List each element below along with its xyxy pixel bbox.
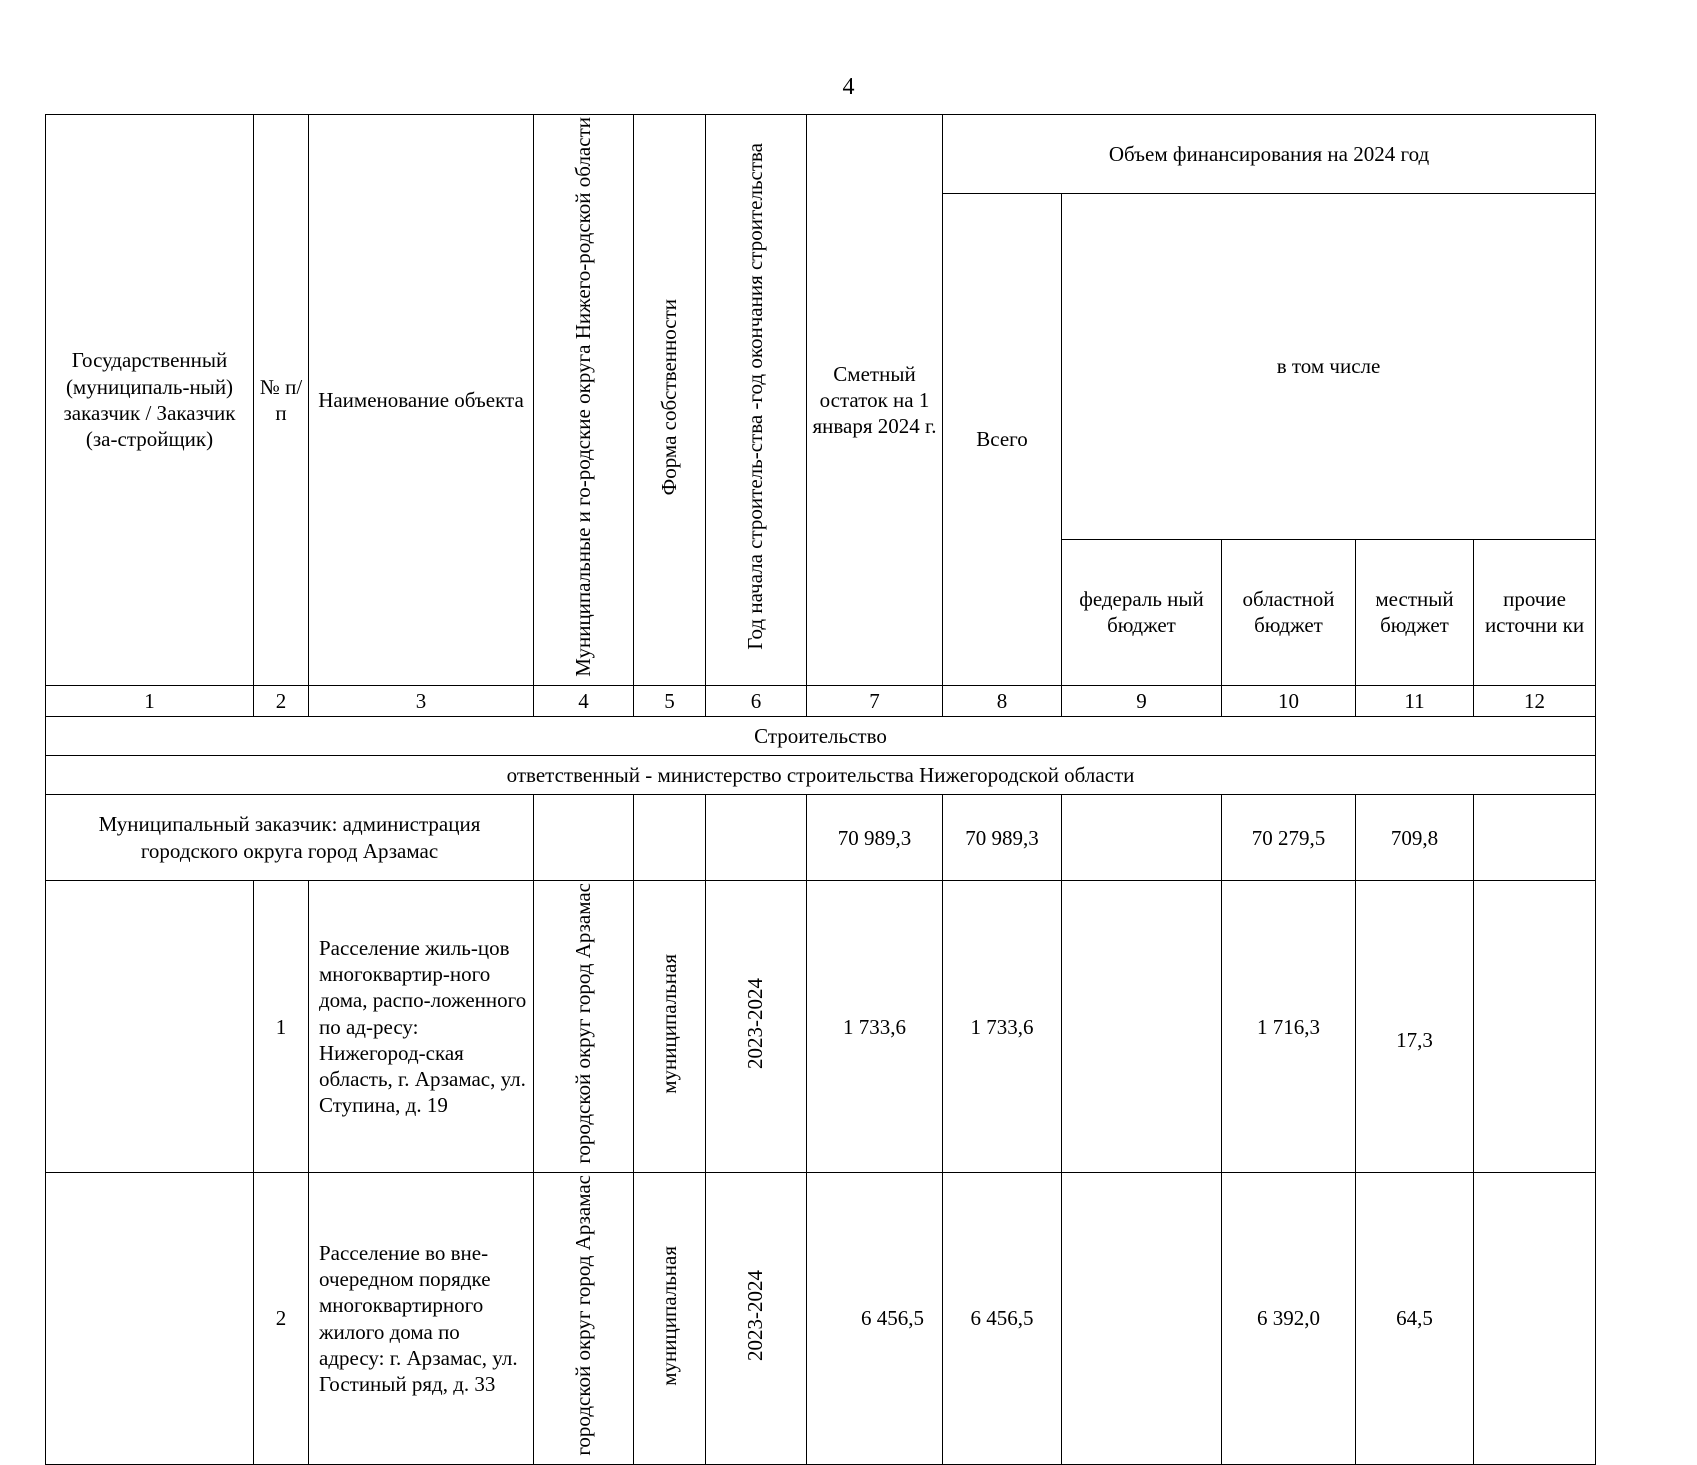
row-municipality-cell xyxy=(534,881,634,1173)
column-number: 10 xyxy=(1222,685,1356,716)
header-num: № п/п xyxy=(254,115,309,686)
table-row xyxy=(46,881,1596,1173)
column-number: 1 xyxy=(46,685,254,716)
row-object: Расселение жиль-цов многоквартир-ного дома, распо-ложенного по ад-ресу: Нижегород-ская область, г. Арзамас, ул. Ступина, д. 19 xyxy=(309,881,534,1173)
row-ownership-cell xyxy=(634,1173,706,1465)
row-municipality: городской округ город Арзамас xyxy=(570,883,595,1164)
row-other xyxy=(1474,881,1596,1173)
row-ownership: муниципальная xyxy=(656,1245,681,1386)
section-responsible: ответственный - министерство строительства Нижегородской области xyxy=(46,756,1596,795)
header-years-cell xyxy=(706,115,807,686)
row-other xyxy=(1474,1173,1596,1465)
row-local: 17,3 xyxy=(1356,881,1474,1173)
column-number: 5 xyxy=(634,685,706,716)
row-ownership-cell xyxy=(634,881,706,1173)
header-including: в том числе xyxy=(1062,194,1596,540)
column-number: 7 xyxy=(807,685,943,716)
financing-table xyxy=(45,114,1596,1465)
empty-cell xyxy=(634,795,706,881)
column-number: 12 xyxy=(1474,685,1596,716)
row-municipality: городской округ город Арзамас xyxy=(570,1175,595,1456)
row-num: 1 xyxy=(254,881,309,1173)
header-total: Всего xyxy=(943,194,1062,686)
row-object: Расселение во вне-очередном порядке многоквартирного жилого дома по адресу: г. Арзамас, ул. Гостиный ряд, д. 33 xyxy=(309,1173,534,1465)
row-estimate: 6 456,5 xyxy=(807,1173,943,1465)
customer-estimate: 70 989,3 xyxy=(807,795,943,881)
row-regional: 1 716,3 xyxy=(1222,881,1356,1173)
section-title: Строительство xyxy=(46,717,1596,756)
column-number: 3 xyxy=(309,685,534,716)
empty-cell xyxy=(534,795,634,881)
header-federal: федераль ный бюджет xyxy=(1062,539,1222,685)
table-row xyxy=(46,1173,1596,1465)
customer-other xyxy=(1474,795,1596,881)
empty-cell xyxy=(46,1173,254,1465)
column-number: 2 xyxy=(254,685,309,716)
row-years-cell xyxy=(706,1173,807,1465)
header-object-name: Наименование объекта xyxy=(309,115,534,686)
row-local: 64,5 xyxy=(1356,1173,1474,1465)
column-number: 8 xyxy=(943,685,1062,716)
row-years-cell xyxy=(706,881,807,1173)
row-years: 2023-2024 xyxy=(743,978,768,1070)
empty-cell xyxy=(46,881,254,1173)
row-estimate: 1 733,6 xyxy=(807,881,943,1173)
row-num: 2 xyxy=(254,1173,309,1465)
empty-cell xyxy=(706,795,807,881)
row-federal xyxy=(1062,881,1222,1173)
header-municipality: Муниципальные и го-родские округа Нижего-родской области xyxy=(570,117,595,677)
customer-local: 709,8 xyxy=(1356,795,1474,881)
column-numbers-row xyxy=(46,685,1596,716)
customer-regional: 70 279,5 xyxy=(1222,795,1356,881)
header-customer: Государственный (муниципаль-ный) заказчик / Заказчик (за-стройщик) xyxy=(46,115,254,686)
header-local: местный бюджет xyxy=(1356,539,1474,685)
header-funding-title: Объем финансирования на 2024 год xyxy=(943,115,1596,194)
customer-row xyxy=(46,795,1596,881)
customer-name: Муниципальный заказчик: администрация городского округа город Арзамас xyxy=(46,795,534,881)
column-number: 9 xyxy=(1062,685,1222,716)
row-total: 6 456,5 xyxy=(943,1173,1062,1465)
column-number: 6 xyxy=(706,685,807,716)
row-total: 1 733,6 xyxy=(943,881,1062,1173)
header-ownership-cell xyxy=(634,115,706,686)
header-regional: областной бюджет xyxy=(1222,539,1356,685)
page-number: 4 xyxy=(842,74,855,100)
column-number: 4 xyxy=(534,685,634,716)
row-ownership: муниципальная xyxy=(656,953,681,1094)
row-years: 2023-2024 xyxy=(743,1269,768,1361)
column-number: 11 xyxy=(1356,685,1474,716)
row-federal xyxy=(1062,1173,1222,1465)
header-years: Год начала строитель-ства -год окончания строительства xyxy=(743,143,768,651)
header-other: прочие источни ки xyxy=(1474,539,1596,685)
row-municipality-cell xyxy=(534,1173,634,1465)
header-ownership: Форма собственности xyxy=(656,298,681,496)
customer-federal xyxy=(1062,795,1222,881)
customer-total: 70 989,3 xyxy=(943,795,1062,881)
header-municipality-cell xyxy=(534,115,634,686)
header-estimate: Сметный остаток на 1 января 2024 г. xyxy=(807,115,943,686)
row-regional: 6 392,0 xyxy=(1222,1173,1356,1465)
